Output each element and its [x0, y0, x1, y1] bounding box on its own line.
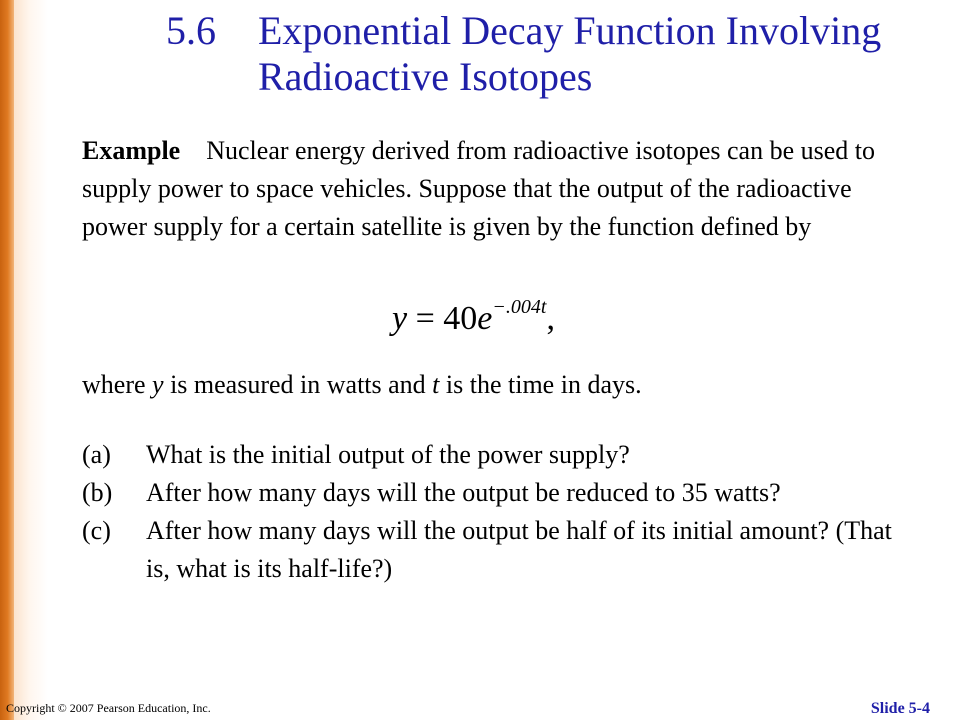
where-suffix: is the time in days.: [439, 370, 642, 399]
slide-title: [166, 8, 946, 100]
question-item: [82, 474, 902, 512]
equation-exponent: −.004t: [492, 296, 547, 318]
example-label: Example: [82, 136, 181, 165]
left-accent-bar: [0, 0, 14, 720]
question-label: (b): [82, 478, 113, 507]
title-text: Exponential Decay Function Involving Radioactive Isotopes: [258, 8, 882, 99]
question-item: [82, 436, 902, 474]
question-text: What is the initial output of the power supply?: [146, 440, 630, 469]
variable-definition: [82, 366, 882, 404]
example-text: Nuclear energy derived from radioactive isotopes can be used to supply power to space vehicles. Suppose that the output of the radioactive power supply for a certain satellite is given by the function defined by: [82, 136, 875, 241]
equation-base: e: [477, 300, 493, 337]
where-prefix: where: [82, 370, 153, 399]
equation-equals: = 40: [407, 300, 478, 337]
section-number: 5.6: [166, 8, 216, 53]
question-text: After how many days will the output be reduced to 35 watts?: [146, 478, 781, 507]
equation-lhs: y: [392, 300, 408, 337]
example-paragraph: [82, 132, 882, 246]
where-var-t: t: [432, 370, 440, 399]
equation-comma: ,: [546, 300, 555, 337]
copyright-notice: Copyright © 2007 Pearson Education, Inc.: [6, 701, 211, 715]
left-accent-fade: [14, 0, 48, 720]
question-label: (a): [82, 440, 111, 469]
slide-number: Slide 5-4: [870, 700, 930, 717]
where-mid: is measured in watts and: [163, 370, 433, 399]
question-label: (c): [82, 516, 111, 545]
question-item: [82, 512, 902, 588]
decay-equation: [392, 296, 555, 338]
question-list: [82, 436, 902, 588]
question-text: After how many days will the output be half of its initial amount? (That is, what is its half-life?): [146, 516, 892, 583]
where-var-y: y: [152, 370, 164, 399]
